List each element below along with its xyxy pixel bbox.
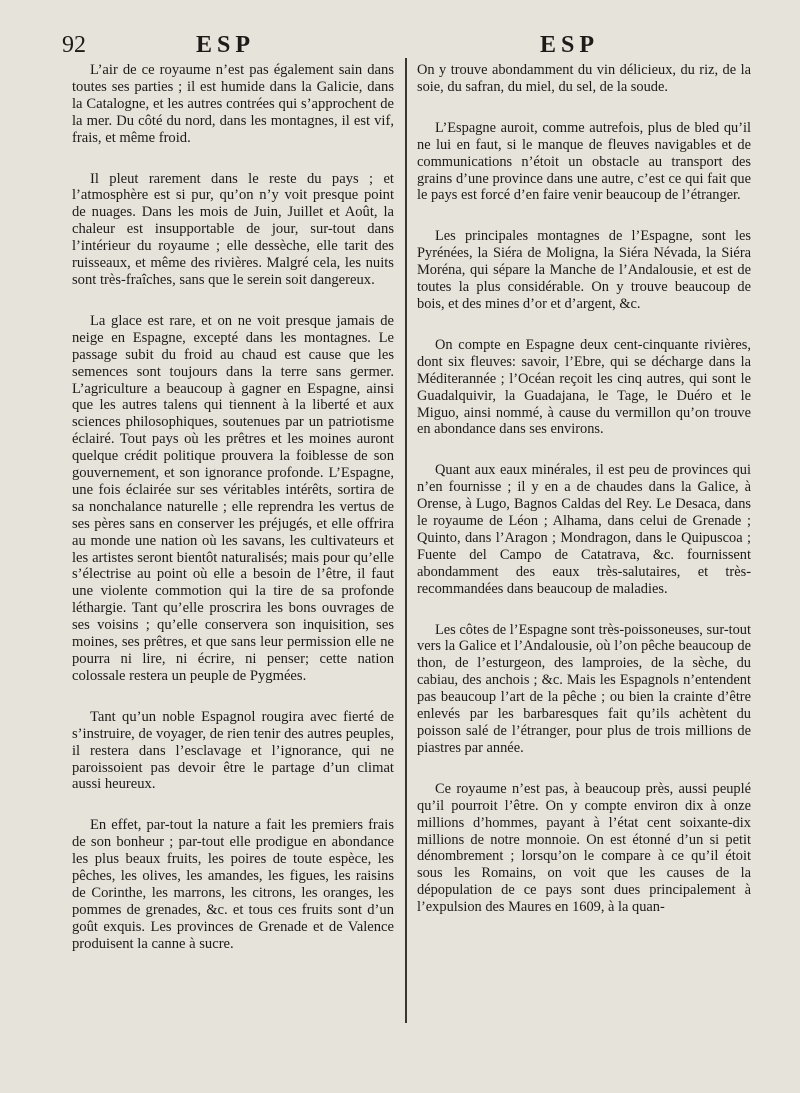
paragraph: Ce royaume n’est pas, à beaucoup près, aussi peuplé qu’il pourroit l’être. On y compte environ dix à onze millions d’hommes, payant à l’état cent soixante-dix millions de notre monnoie. On est étonné d’un si petit dénombrement ; lorsqu’on le compare à ce qu’il étoit sous les Romains, on voit que les causes de la dépopulation de ce pays sont dues principalement à l’expulsion des Maures en 1609, à la quan-	[417, 780, 751, 916]
column-divider	[405, 58, 407, 1023]
paragraph: Les côtes de l’Espagne sont très-poissoneuses, sur-tout vers la Galice et l’Andalousie, où l’on pêche beaucoup de thon, de l’esturgeon, des lamproies, de la sèche, du cabiau, des anchois ; &c. Mais les Espagnols n’entendent pas beaucoup l’art de la pêche ; ou bien la crainte d’être enlevés par les barbaresques fait qu’ils achètent du poisson salé de l’étranger, pour plus de trois millions de piastres par année.	[417, 621, 751, 756]
left-column	[72, 62, 394, 953]
paragraph: Tant qu’un noble Espagnol rougira avec fierté de s’instruire, de voyager, de rien tenir des autres peuples, il restera dans l’esclavage et l’ignorance, qui ne paroissoient pas devoir être le partage d’un climat aussi heureux.	[72, 708, 394, 793]
paragraph: Les principales montagnes de l’Espagne, sont les Pyrénées, la Siéra de Moligna, la Siéra Névada, la Siéra Moréna, qui sépare la Manche de l’Andalousie, et est de toutes la plus considérable. On y trouve beaucoup de bois, et des mines d’or et d’argent, &c.	[417, 228, 751, 312]
paragraph: Quant aux eaux minérales, il est peu de provinces qui n’en fournisse ; il y en a de chaudes dans la Galice, à Orense, à Lugo, Bagnos Caldas del Rey. Le Desaca, dans le royaume de Léon ; Alhama, dans celui de Grenade ; Quinto, dans l’Aragon ; Mondragon, dans le Quipuscoa ; Fuente del Campo de Catatrava, &c. fournissent abondamment des eaux très-salutaires, et très-recommandées dans beaucoup de maladies.	[417, 462, 751, 597]
right-column	[417, 62, 751, 916]
paragraph: On y trouve abondamment du vin délicieux, du riz, de la soie, du safran, du miel, du sel, de la soude.	[417, 62, 751, 95]
paragraph: Il pleut rarement dans le reste du pays ; et l’atmosphère est si pur, qu’on n’y voit presque point de nuages. Dans les mois de Juin, Juillet et Août, la chaleur est insupportable de jour, sur-tout dans l’intérieur du royaume ; elle dessèche, elle tarit des ruisseaux, et même des rivières. Malgré cela, les nuits sont très-fraîches, sans que le serein soit dangereux.	[72, 170, 394, 288]
paragraph: L’air de ce royaume n’est pas également sain dans toutes ses parties ; il est humide dans la Galicie, dans la Catalogne, et les autres contrées qui s’approchent de la mer. Du côté du nord, dans les montagnes, il est vif, frais, et même froid.	[72, 62, 394, 146]
running-head-left: ESP	[196, 32, 256, 58]
running-head-right: ESP	[540, 32, 600, 58]
paragraph: La glace est rare, et on ne voit presque jamais de neige en Espagne, excepté dans les montagnes. Le passage subit du froid au chaud est cause que les semences sont toujours dans la terre sans germer. L’agriculture a beaucoup à gagner en Espagne, ainsi que les autres talens qui tiennent à la liberté et aux sciences philosophiques, soutenues par un patriotisme éclairé. Tout pays où les prêtres et les moines auront quelque crédit politique prouvera la foiblesse de son gouvernement, et son ignorance profonde. L’Espagne, une fois éclairée sur ses véritables intérêts, sortira de sa nonchalance naturelle ; elle reprendra les vertus de ses pères sans en conserver les préjugés, et elle offrira au monde une nation où les savans, les cultivateurs et les artistes seront bientôt naturalisés; mais pour qu’elle s’électrise au point où elle a besoin de l’être, il faut une violente commotion qui la tire de sa profonde léthargie. Tant qu’elle proscrira les bons ouvrages de ses voisins ; qu’elle conservera son inquisition, ses moines, ses prêtres, et que sans leur permission elle ne pourra ni lire, ni écrire, ni penser; cette nation colossale restera un peuple de Pygmées.	[72, 312, 394, 684]
paragraph: On compte en Espagne deux cent-cinquante rivières, dont six fleuves: savoir, l’Ebre, qui se décharge dans la Méditerannée ; l’Océan reçoit les cinq autres, qui sont le Guadalquivir, la Guadajana, le Tage, le Duéro et le Miguo, ainsi nommé, à cause du vermillon qu’on trouve en abondance dans ses environs.	[417, 336, 751, 438]
paragraph: L’Espagne auroit, comme autrefois, plus de bled qu’il ne lui en faut, si le manque de fleuves navigables et de communications n’étoit un obstacle au transport des grains d’une province dans une autre, c’est ce qui fait que le pays est forcé d’en faire venir beaucoup de l’étranger.	[417, 119, 751, 204]
page-number: 92	[62, 32, 86, 58]
paragraph: En effet, par-tout la nature a fait les premiers frais de son bonheur ; par-tout elle prodigue en abondance les plus beaux fruits, les poires de toute espèce, les pêches, les olives, les amandes, les figues, les raisins de Corinthe, les marrons, les citrons, les oranges, les pommes de grenades, &c. et tous ces fruits sont d’un goût exquis. Les provinces de Grenade et de Valence produisent la canne à sucre.	[72, 817, 394, 952]
page-header	[0, 30, 800, 60]
